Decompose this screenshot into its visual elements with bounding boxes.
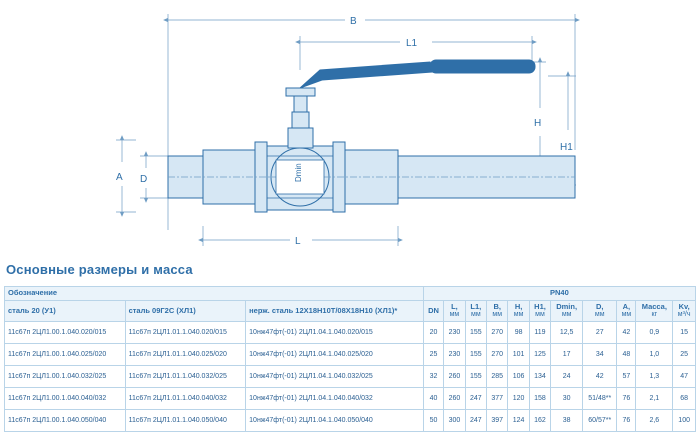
table-cell: 50 <box>423 410 443 432</box>
table-cell: 134 <box>529 366 550 388</box>
col-steel20: сталь 20 (У1) <box>5 300 126 322</box>
col-d: D, мм <box>583 300 617 322</box>
main-dimensions-table <box>4 286 696 432</box>
table-cell: 11с67п 2ЦЛ1.01.1.040.040/032 <box>125 388 246 410</box>
table-cell: 158 <box>529 388 550 410</box>
table-cell: 270 <box>487 322 508 344</box>
table-cell: 98 <box>508 322 529 344</box>
table-cell: 11с67п 2ЦЛ1.00.1.040.050/040 <box>5 410 126 432</box>
table-cell: 76 <box>617 410 636 432</box>
table-cell: 42 <box>583 366 617 388</box>
table-cell: 106 <box>508 366 529 388</box>
col-h1: H1, мм <box>529 300 550 322</box>
table-cell: 124 <box>508 410 529 432</box>
table-cell: 51/48** <box>583 388 617 410</box>
table-cell: 155 <box>465 344 486 366</box>
table-cell: 1,3 <box>636 366 673 388</box>
table-cell: 397 <box>487 410 508 432</box>
header-pn40: PN40 <box>423 287 695 301</box>
col-b: B, мм <box>487 300 508 322</box>
table-cell: 285 <box>487 366 508 388</box>
table-cell: 40 <box>423 388 443 410</box>
label-H: H <box>534 118 542 129</box>
col-dmin: Dmin, мм <box>551 300 583 322</box>
table-row <box>5 322 696 344</box>
table-cell: 260 <box>444 388 465 410</box>
table-cell: 2,1 <box>636 388 673 410</box>
table-cell: 15 <box>673 322 696 344</box>
table-row <box>5 366 696 388</box>
col-kv: Kv, м³/ч <box>673 300 696 322</box>
table-cell: 32 <box>423 366 443 388</box>
col-a: A, мм <box>617 300 636 322</box>
table-cell: 25 <box>423 344 443 366</box>
table-cell: 11с67п 2ЦЛ1.01.1.040.020/015 <box>125 322 246 344</box>
table-cell: 247 <box>465 410 486 432</box>
table-cell: 42 <box>617 322 636 344</box>
table-cell: 30 <box>551 388 583 410</box>
table-cell: 377 <box>487 388 508 410</box>
col-l: L, мм <box>444 300 465 322</box>
col-steel09g2s: сталь 09Г2С (ХЛ1) <box>125 300 246 322</box>
table-cell: 47 <box>673 366 696 388</box>
page-title: Основные размеры и масса <box>6 262 193 277</box>
table-cell: 10нж47фт(-01) 2ЦЛ1.04.1.040.020/015 <box>246 322 424 344</box>
table-cell: 34 <box>583 344 617 366</box>
table-cell: 11с67п 2ЦЛ1.01.1.040.050/040 <box>125 410 246 432</box>
table-cell: 270 <box>487 344 508 366</box>
col-dn: DN <box>423 300 443 322</box>
table-cell: 155 <box>465 322 486 344</box>
table-cell: 57 <box>617 366 636 388</box>
table-cell: 125 <box>529 344 550 366</box>
table-cell: 2,6 <box>636 410 673 432</box>
table-cell: 11с67п 2ЦЛ1.00.1.040.040/032 <box>5 388 126 410</box>
table-cell: 100 <box>673 410 696 432</box>
label-A: A <box>116 172 123 183</box>
table-cell: 38 <box>551 410 583 432</box>
table-cell: 260 <box>444 366 465 388</box>
table-cell: 10нж47фт(-01) 2ЦЛ1.04.1.040.040/032 <box>246 388 424 410</box>
table-cell: 11с67п 2ЦЛ1.01.1.040.032/025 <box>125 366 246 388</box>
table-cell: 11с67п 2ЦЛ1.00.1.040.020/015 <box>5 322 126 344</box>
table-cell: 10нж47фт(-01) 2ЦЛ1.04.1.040.032/025 <box>246 366 424 388</box>
table-cell: 11с67п 2ЦЛ1.00.1.040.025/020 <box>5 344 126 366</box>
table-cell: 24 <box>551 366 583 388</box>
label-L1: L1 <box>406 38 418 49</box>
table-cell: 48 <box>617 344 636 366</box>
table-cell: 247 <box>465 388 486 410</box>
col-mass: Масса, кг <box>636 300 673 322</box>
table-cell: 10нж47фт(-01) 2ЦЛ1.04.1.040.025/020 <box>246 344 424 366</box>
table-cell: 230 <box>444 344 465 366</box>
table-header-group-row <box>5 287 696 301</box>
table-cell: 12,5 <box>551 322 583 344</box>
table-cell: 17 <box>551 344 583 366</box>
label-D: D <box>140 174 148 185</box>
header-designation: Обозначение <box>5 287 424 301</box>
table-cell: 11с67п 2ЦЛ1.01.1.040.025/020 <box>125 344 246 366</box>
table-cell: 101 <box>508 344 529 366</box>
label-L: L <box>295 236 301 247</box>
table-cell: 27 <box>583 322 617 344</box>
label-B: B <box>350 16 357 27</box>
table-cell: 76 <box>617 388 636 410</box>
table-row <box>5 388 696 410</box>
table-cell: 0,9 <box>636 322 673 344</box>
table-cell: 300 <box>444 410 465 432</box>
table-body <box>5 322 696 432</box>
table-cell: 25 <box>673 344 696 366</box>
table-cell: 120 <box>508 388 529 410</box>
table-cell: 60/57** <box>583 410 617 432</box>
table-row <box>5 344 696 366</box>
table-cell: 68 <box>673 388 696 410</box>
table-cell: 20 <box>423 322 443 344</box>
col-l1: L1, мм <box>465 300 486 322</box>
table-cell: 10нж47фт(-01) 2ЦЛ1.04.1.040.050/040 <box>246 410 424 432</box>
label-Dmin: Dmin <box>294 163 303 182</box>
label-H1: H1 <box>560 142 573 153</box>
table-cell: 11с67п 2ЦЛ1.00.1.040.032/025 <box>5 366 126 388</box>
col-h: H, мм <box>508 300 529 322</box>
table-cell: 155 <box>465 366 486 388</box>
table-cell: 162 <box>529 410 550 432</box>
table-row <box>5 410 696 432</box>
col-stainless: нерж. сталь 12Х18Н10Т/08Х18Н10 (ХЛ1)* <box>246 300 424 322</box>
table-cell: 119 <box>529 322 550 344</box>
table-header-row <box>5 300 696 322</box>
table-cell: 230 <box>444 322 465 344</box>
table-cell: 1,0 <box>636 344 673 366</box>
